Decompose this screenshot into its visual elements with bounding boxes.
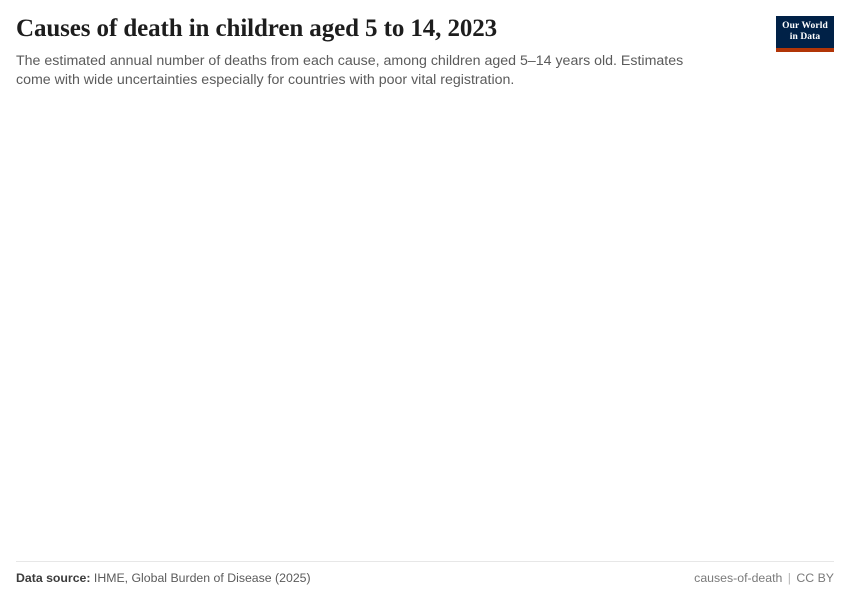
page-title: Causes of death in children aged 5 to 14, 2023 [16,15,498,42]
plot-background [16,104,834,554]
data-source [16,571,311,585]
license-link[interactable]: CC BY [796,571,834,585]
logo-line-1: Our World [782,20,828,31]
data-source-text[interactable]: IHME, Global Burden of Disease (2025) [93,571,311,585]
logo-line-2: in Data [789,31,821,42]
plot-area [16,104,834,554]
footer-divider [16,561,834,562]
chart-subtitle: The estimated annual number of deaths from each cause, among children aged 5–14 years old. Estimates come with wide uncertainties especially for countries with poor vital registration. [16,52,684,89]
footer-separator: | [787,571,791,585]
data-source-label: Data source: [16,571,91,585]
chart-slug: causes-of-death [694,571,783,585]
chart-plot-svg [16,104,834,554]
chart-header [16,14,834,91]
chart-slug-and-license [694,571,834,585]
chart-footer [16,570,834,586]
our-world-in-data-logo[interactable] [776,16,834,52]
